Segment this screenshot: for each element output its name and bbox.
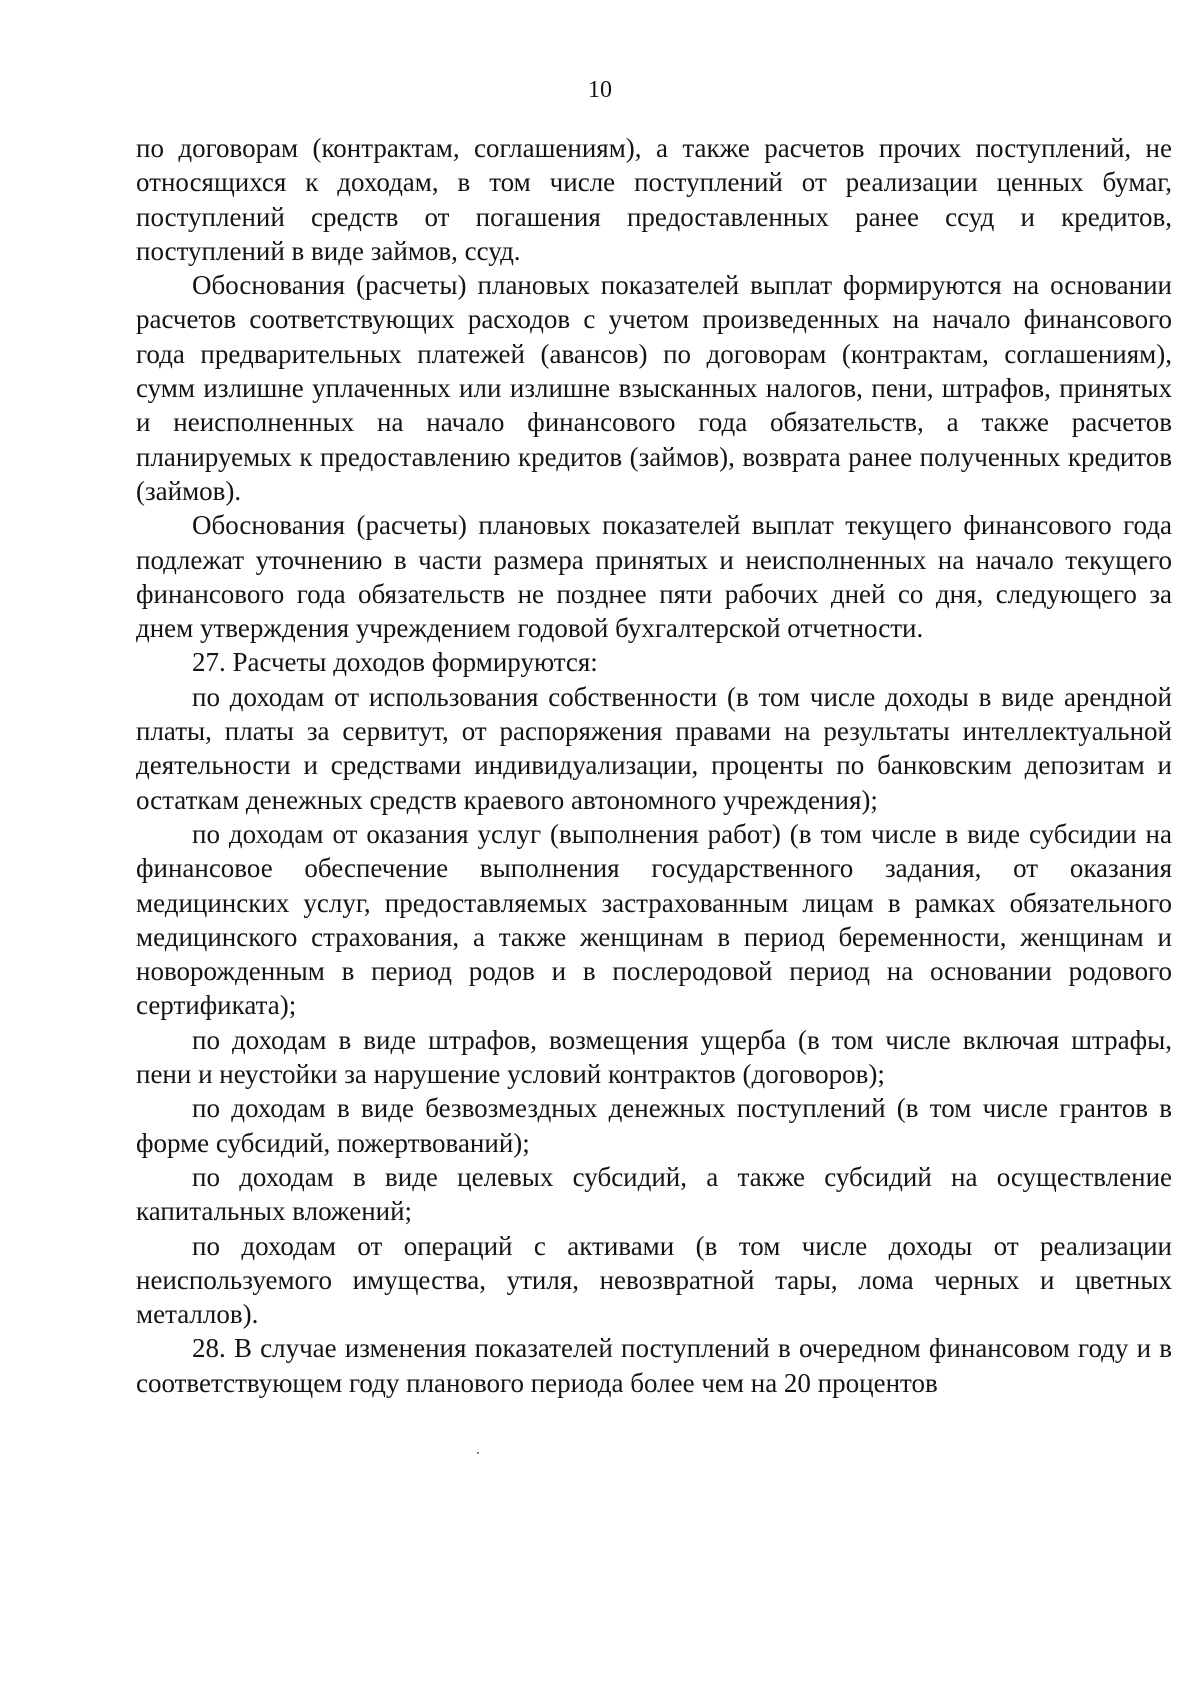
list-item-services-income: по доходам от оказания услуг (выполнения работ) (в том числе в виде субсидии на финансовое обеспечение выполнения государственного задания, от оказания медицинских услуг, предоставляемых застрахованным лицам в рамках обязательного медицинского страхования, а также женщинам в период беременности, женщинам и новорожденным в период родов и в послеродовой период на основании родового сертификата); [136,818,1172,1021]
page-number: 10 [588,77,612,103]
clause-28: 28. В случае изменения показателей поступлений в очередном финансовом году и в соответствующем году планового периода более чем на 20 процентов [136,1333,1172,1398]
paragraph-continuation: по договорам (контрактам, соглашениям), а также расчетов прочих поступлений, не относящихся к доходам, в том числе поступлений от реализации ценных бумаг, поступлений средств от погашения предоставленных ранее ссуд и кредитов, поступлений в виде займов, ссуд. [136,133,1172,266]
scan-artifact [477,1452,479,1454]
list-item-property-income: по доходам от использования собственности (в том числе доходы в виде арендной платы, платы за сервитут, от распоряжения правами на результаты интеллектуальной деятельности и средствами индивидуализации, проценты по банковским депозитам и остаткам денежных средств краевого автономного учреждения); [136,681,1172,815]
list-item-targeted-subsidies: по доходам в виде целевых субсидий, а также субсидий на осуществление капитальных вложений; [136,1161,1172,1227]
list-item-asset-operations: по доходам от операций с активами (в том числе доходы от реализации неиспользуемого имущества, утиля, невозвратной тары, лома черных и цветных металлов). [136,1230,1172,1330]
paragraph-payments-justification: Обоснования (расчеты) плановых показателей выплат формируются на основании расчетов соответствующих расходов с учетом произведенных на начало финансового года предварительных платежей (авансов) по договорам (контрактам, соглашениям), сумм излишне уплаченных или излишне взысканных налогов, пени, штрафов, принятых и неисполненных на начало финансового года обязательств, а также расчетов планируемых к предоставлению кредитов (займов), возврата ранее полученных кредитов (займов). [136,270,1172,506]
document-body [136,131,1172,1400]
clause-27-heading: 27. Расчеты доходов формируются: [192,647,598,678]
list-item-fines-income: по доходам в виде штрафов, возмещения ущерба (в том числе включая штрафы, пени и неустойки за нарушение условий контрактов (договоров); [136,1024,1172,1090]
paragraph-current-year-clarification: Обоснования (расчеты) плановых показателей выплат текущего финансового года подлежат уточнению в части размера принятых и неисполненных на начало текущего финансового года обязательств не позднее пяти рабочих дней со дня, следующего за днем утверждения учреждением годовой бухгалтерской отчетности. [136,510,1172,644]
list-item-gratuitous-income: по доходам в виде безвозмездных денежных поступлений (в том числе грантов в форме субсидий, пожертвований); [136,1093,1172,1158]
